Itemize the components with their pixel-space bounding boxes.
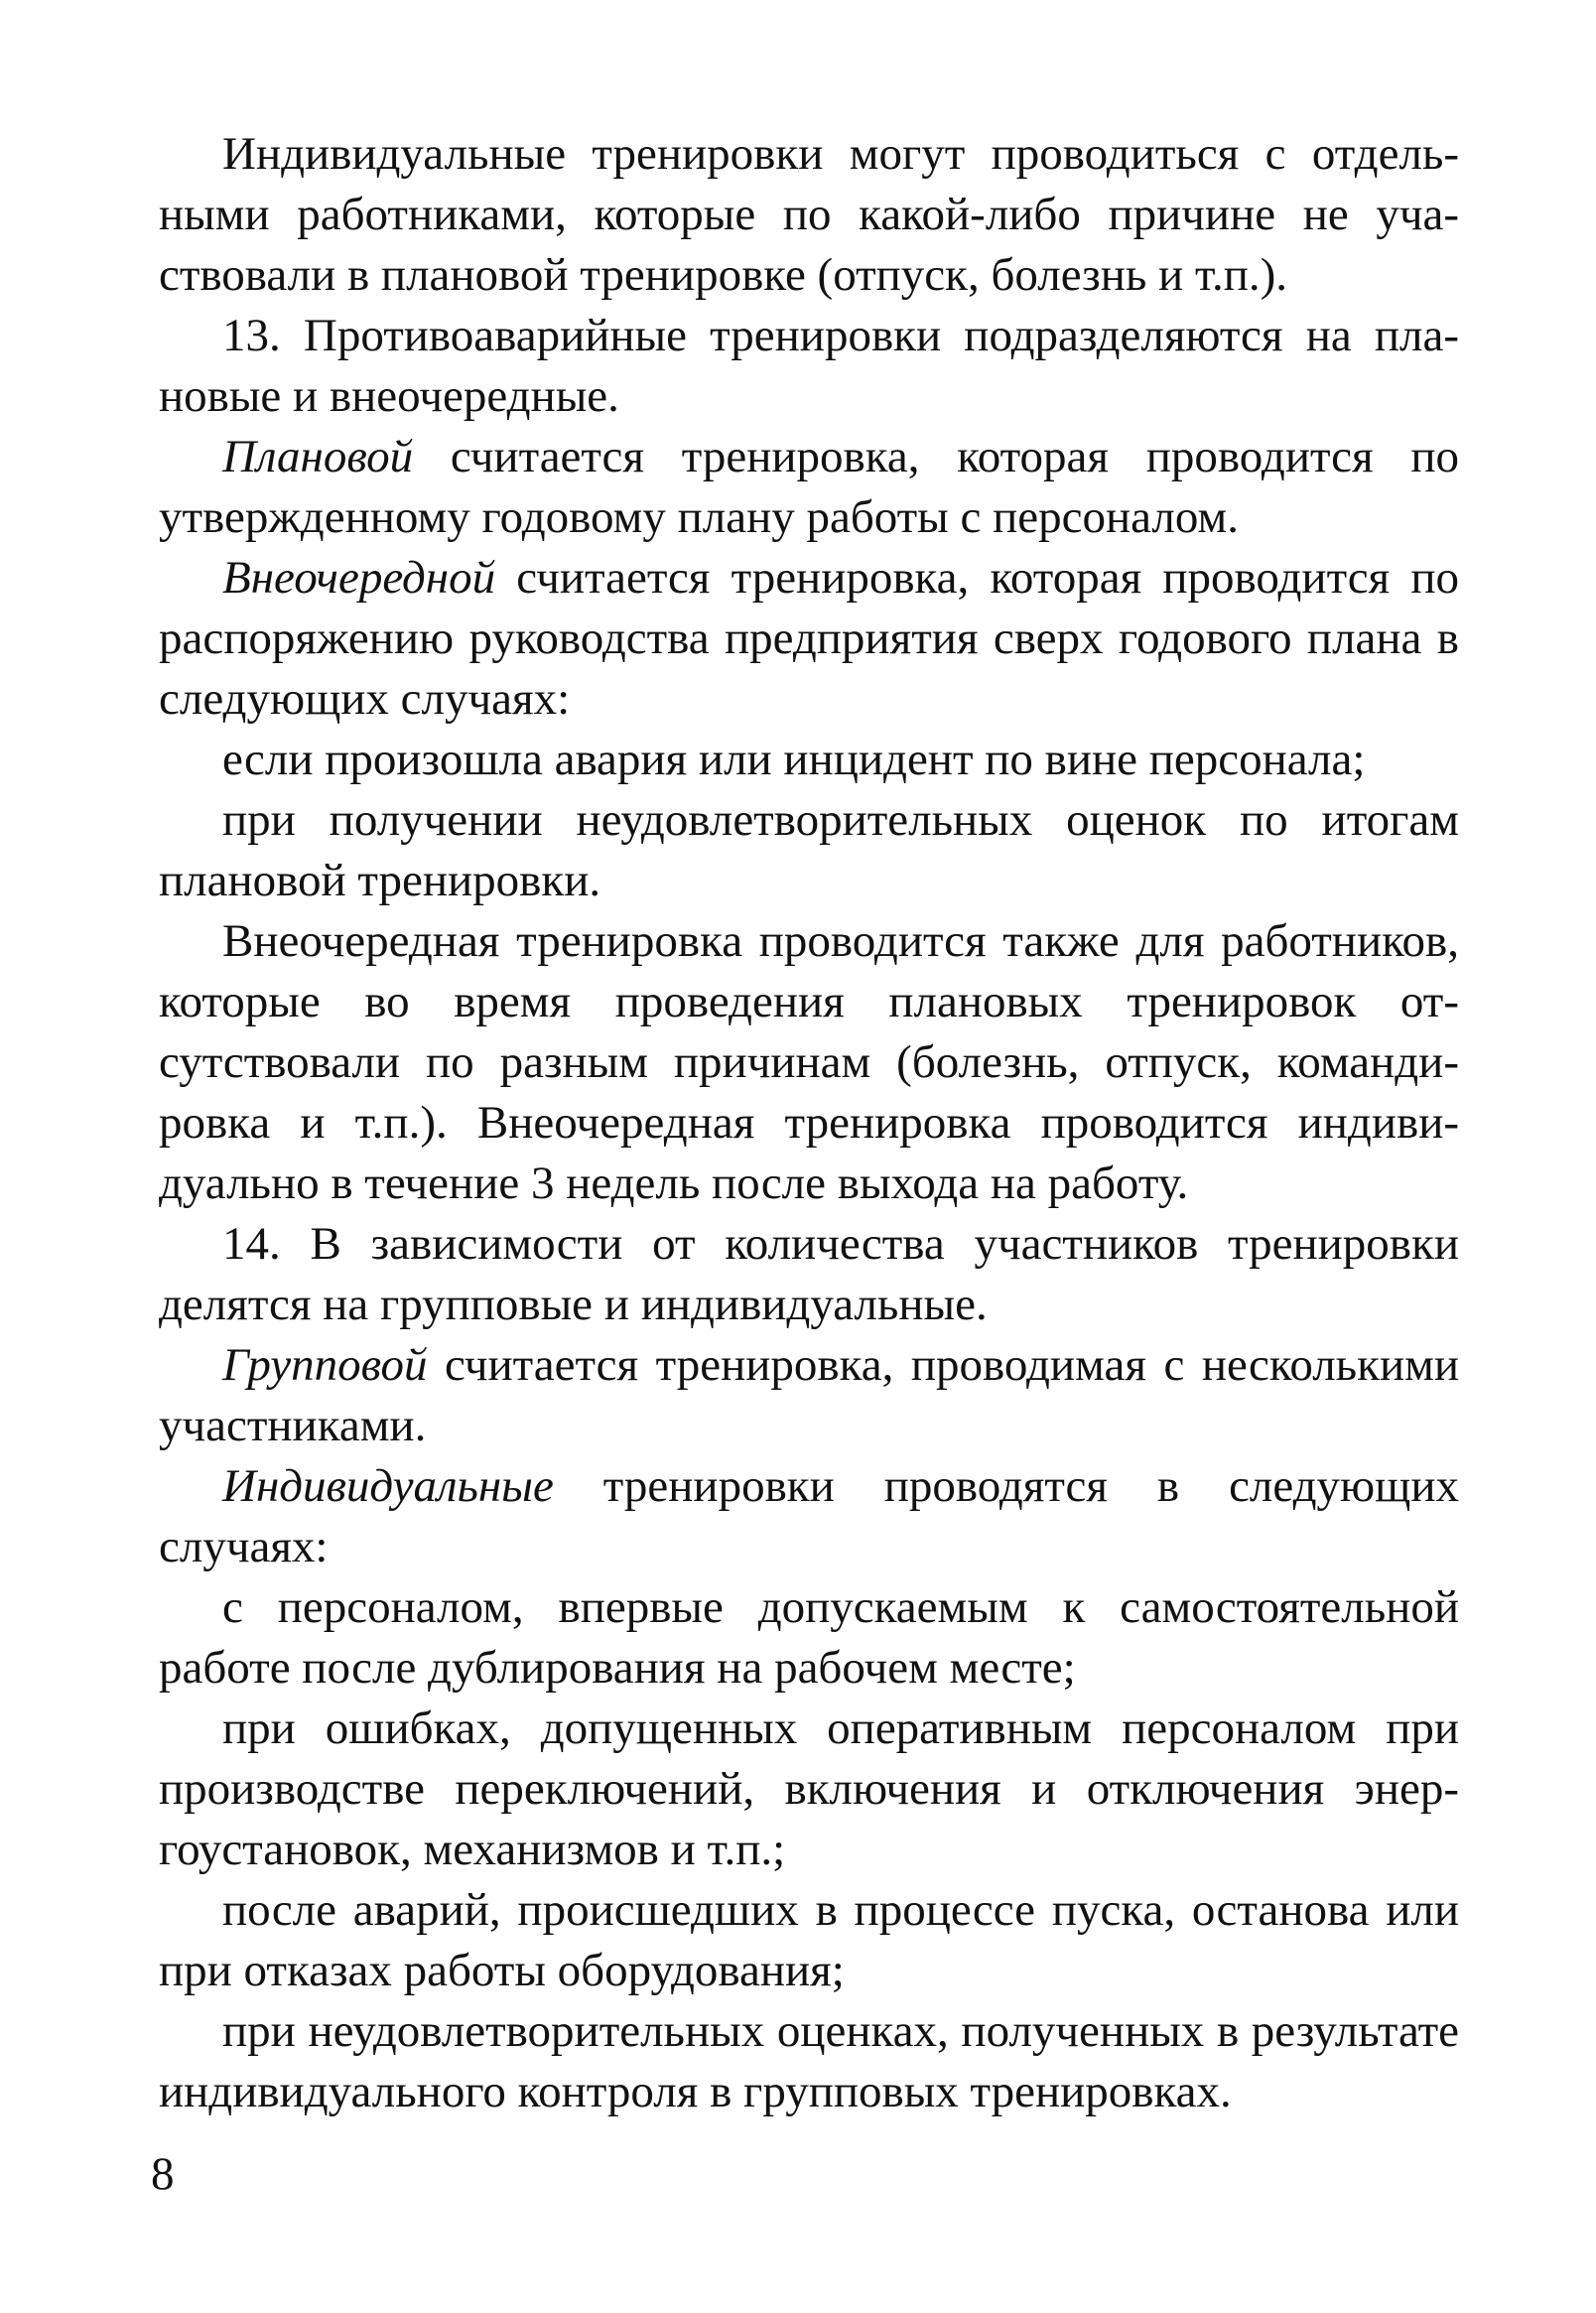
italic-term: Внеочередной: [222, 552, 496, 604]
list-item: [159, 1699, 1459, 1880]
paragraph-8: [159, 1214, 1459, 1335]
list-item: [159, 1880, 1459, 2001]
paragraph-2: [159, 306, 1459, 427]
paragraph-text: если произошла авария или инцидент по вине персонала;: [222, 734, 1366, 785]
paragraph-text: после аварий, происшедших в процессе пуска, останова или при отказах работы оборудования;: [159, 1884, 1459, 1996]
paragraph-4: [159, 548, 1459, 730]
paragraph-1: [159, 124, 1459, 306]
paragraph-3: [159, 427, 1459, 548]
paragraph-text: 13. Противоаварийные тренировки подразделяются на плановые и внеочередные.: [159, 310, 1459, 422]
italic-term: Групповой: [222, 1339, 428, 1391]
paragraph-text: при неудовлетворительных оценках, полученных в результате индивидуального контроля в групповых тренировках.: [159, 2005, 1459, 2117]
italic-term: Плановой: [222, 431, 414, 482]
paragraph-7: [159, 911, 1459, 1214]
paragraph-text: 14. В зависимости от количества участников тренировки делятся на групповые и индивидуальные.: [159, 1218, 1459, 1330]
list-item: [159, 1577, 1459, 1699]
paragraph-text: тренировки проводятся в следующих случаях:: [159, 1460, 1459, 1572]
paragraph-text: считается тренировка, проводимая с несколькими участниками.: [159, 1339, 1459, 1451]
paragraph-text: при получении неудовлетворительных оценок по итогам плановой тренировки.: [159, 794, 1459, 906]
list-item: [159, 730, 1459, 790]
paragraph-text: при ошибках, допущенных оперативным персоналом при производстве переключений, включения и отключения энергоустановок, механизмов и т.п.;: [159, 1702, 1459, 1875]
page-number: 8: [151, 2148, 175, 2200]
italic-term: Индивидуальные: [222, 1460, 554, 1512]
paragraph-text: считается тренировка, которая проводится по распоряжению руководства предприятия сверх годового плана в следующих случаях:: [159, 552, 1459, 725]
list-item: [159, 790, 1459, 911]
paragraph-text: с персоналом, впервые допускаемым к самостоятельной работе после дублирования на рабочем месте;: [159, 1581, 1459, 1694]
page-body: [159, 124, 1459, 2122]
paragraph-text: считается тренировка, которая проводится по утвержденному годовому плану работы с персоналом.: [159, 431, 1459, 543]
paragraph-9: [159, 1335, 1459, 1456]
paragraph-text: Индивидуальные тренировки могут проводиться с отдельными работниками, которые по какой-либо причине не участвовали в плановой тренировке (отпуск, болезнь и т.п.).: [159, 128, 1459, 301]
paragraph-text: Внеочередная тренировка проводится также для работников, которые во время проведения плановых тренировок отсутствовали по разным причинам (болезнь, отпуск, командировка и т.п.). Внеочередная тренировка проводится индивидуально в течение 3 недель после выхода на работу.: [159, 915, 1459, 1209]
list-item: [159, 2001, 1459, 2122]
paragraph-10: [159, 1456, 1459, 1577]
